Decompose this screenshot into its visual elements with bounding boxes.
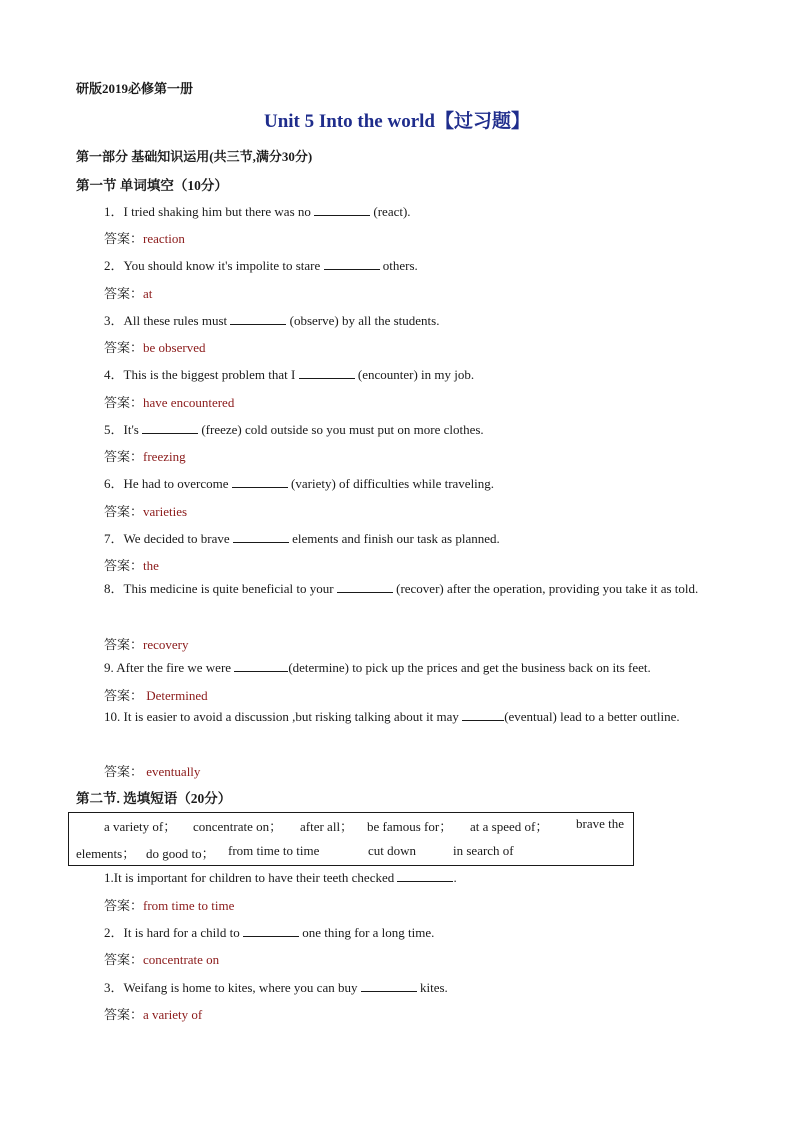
answer-value: varieties [143, 504, 188, 519]
phrase-item: do good to； [146, 846, 215, 861]
answer-value: recovery [143, 637, 189, 652]
answer-key-label: 答案： [104, 637, 144, 652]
phrase-item: be famous for； [367, 819, 453, 834]
s2-answer-3 [104, 1004, 202, 1023]
question-text: 10. It is easier to avoid a discussion ,but risking talking about it may [104, 709, 463, 724]
answer-value: the [143, 558, 159, 573]
answer-3 [104, 337, 205, 356]
answer-blank[interactable] [234, 660, 288, 672]
answer-blank[interactable] [232, 476, 288, 488]
phrase-item: a variety of； [104, 819, 177, 834]
answer-7 [104, 555, 159, 574]
question-text: others. [379, 258, 418, 273]
question-text: 6．He had to overcome [104, 476, 232, 491]
answer-5 [104, 446, 186, 465]
s2-answer-2 [104, 949, 219, 968]
answer-key-label: 答案： [104, 952, 144, 967]
answer-key-label: 答案： [104, 340, 144, 355]
answer-key-label: 答案： [104, 558, 144, 573]
question-text: one thing for a long time. [299, 925, 435, 940]
book-header: 研版2019必修第一册 [76, 81, 194, 96]
s2-question-3 [104, 977, 448, 996]
question-2 [104, 255, 418, 274]
question-7 [104, 528, 500, 547]
question-text: 3．Weifang is home to kites, where you can buy [104, 980, 361, 995]
answer-value: freezing [143, 449, 186, 464]
answer-2 [104, 283, 152, 302]
answer-blank[interactable] [462, 709, 504, 721]
answer-key-label: 答案： [104, 764, 144, 779]
phrase-item: elements； [76, 846, 136, 861]
phrase-item: brave the [576, 816, 625, 831]
phrase-item: from time to time [228, 843, 320, 858]
answer-value: be observed [143, 340, 206, 355]
answer-value: at [143, 286, 153, 301]
section1-heading: 第一节 单词填空（10分） [76, 178, 228, 193]
answer-value: from time to time [143, 898, 235, 913]
question-1 [104, 201, 411, 220]
answer-key-label: 答案： [104, 231, 144, 246]
answer-1 [104, 228, 185, 247]
phrase-item: concentrate on； [193, 819, 283, 834]
question-text: (recover) after the operation, providing you take it as told. [392, 581, 699, 596]
answer-key-label: 答案： [104, 898, 144, 913]
question-text: 8．This medicine is quite beneficial to your [104, 581, 337, 596]
answer-key-label: 答案： [104, 1007, 144, 1022]
phrase-item: after all； [300, 819, 354, 834]
answer-key-label: 答案： [104, 449, 144, 464]
answer-blank[interactable] [314, 204, 370, 216]
question-text: (eventual) lead to a better outline. [504, 709, 680, 724]
answer-value: have encountered [143, 395, 235, 410]
s2-question-1 [104, 870, 457, 886]
answer-value: Determined [143, 688, 208, 703]
answer-value: eventually [143, 764, 201, 779]
question-text: elements and finish our task as planned. [288, 531, 500, 546]
question-3 [104, 310, 439, 329]
answer-blank[interactable] [299, 367, 355, 379]
question-8 [76, 576, 718, 602]
question-text: 1．I tried shaking him but there was no [104, 204, 315, 219]
answer-blank[interactable] [230, 313, 286, 325]
question-text: (determine) to pick up the prices and get the business back on its feet. [288, 660, 651, 675]
answer-value: a variety of [143, 1007, 203, 1022]
question-text: (freeze) cold outside so you must put on more clothes. [198, 422, 484, 437]
question-4 [104, 364, 474, 383]
answer-key-label: 答案： [104, 504, 144, 519]
question-9 [104, 660, 651, 676]
section2-heading: 第二节. 选填短语（20分） [76, 791, 232, 806]
question-text: 7．We decided to brave [104, 531, 233, 546]
question-text: 2．You should know it's impolite to stare [104, 258, 324, 273]
answer-value: reaction [143, 231, 185, 246]
answer-blank[interactable] [337, 581, 393, 593]
question-text: (variety) of difficulties while traveling. [287, 476, 495, 491]
answer-10 [104, 761, 200, 780]
answer-value: concentrate on [143, 952, 220, 967]
question-text: 2．It is hard for a child to [104, 925, 243, 940]
question-5 [104, 419, 484, 438]
question-text: . [453, 870, 457, 885]
answer-blank[interactable] [324, 258, 380, 270]
question-text: 9. After the fire we were [104, 660, 235, 675]
phrase-item: at a speed of； [470, 819, 549, 834]
answer-key-label: 答案： [104, 688, 144, 703]
answer-blank[interactable] [243, 925, 299, 937]
answer-4 [104, 392, 234, 411]
answer-6 [104, 501, 187, 520]
question-text: (react). [370, 204, 411, 219]
answer-blank[interactable] [142, 422, 198, 434]
question-text: kites. [416, 980, 448, 995]
answer-blank[interactable] [233, 531, 289, 543]
answer-blank[interactable] [361, 980, 417, 992]
s2-question-2 [104, 922, 434, 941]
question-text: 1.It is important for children to have their teeth checked [104, 870, 398, 885]
part-heading: 第一部分 基础知识运用(共三节,满分30分) [76, 149, 313, 164]
answer-8 [104, 634, 188, 653]
s2-answer-1 [104, 895, 234, 914]
answer-key-label: 答案： [104, 286, 144, 301]
phrase-item: cut down [368, 843, 417, 858]
answer-key-label: 答案： [104, 395, 144, 410]
question-6 [104, 473, 494, 492]
phrase-item: in search of [453, 843, 514, 858]
question-text: (observe) by all the students. [286, 313, 440, 328]
question-text: 5．It's [104, 422, 143, 437]
answer-blank[interactable] [397, 870, 453, 882]
answer-9 [104, 685, 208, 704]
question-10 [76, 705, 718, 729]
page-title: Unit 5 Into the world【过习题】 [263, 111, 530, 132]
question-text: (encounter) in my job. [354, 367, 475, 382]
question-text: 3．All these rules must [104, 313, 231, 328]
question-text: 4．This is the biggest problem that I [104, 367, 299, 382]
